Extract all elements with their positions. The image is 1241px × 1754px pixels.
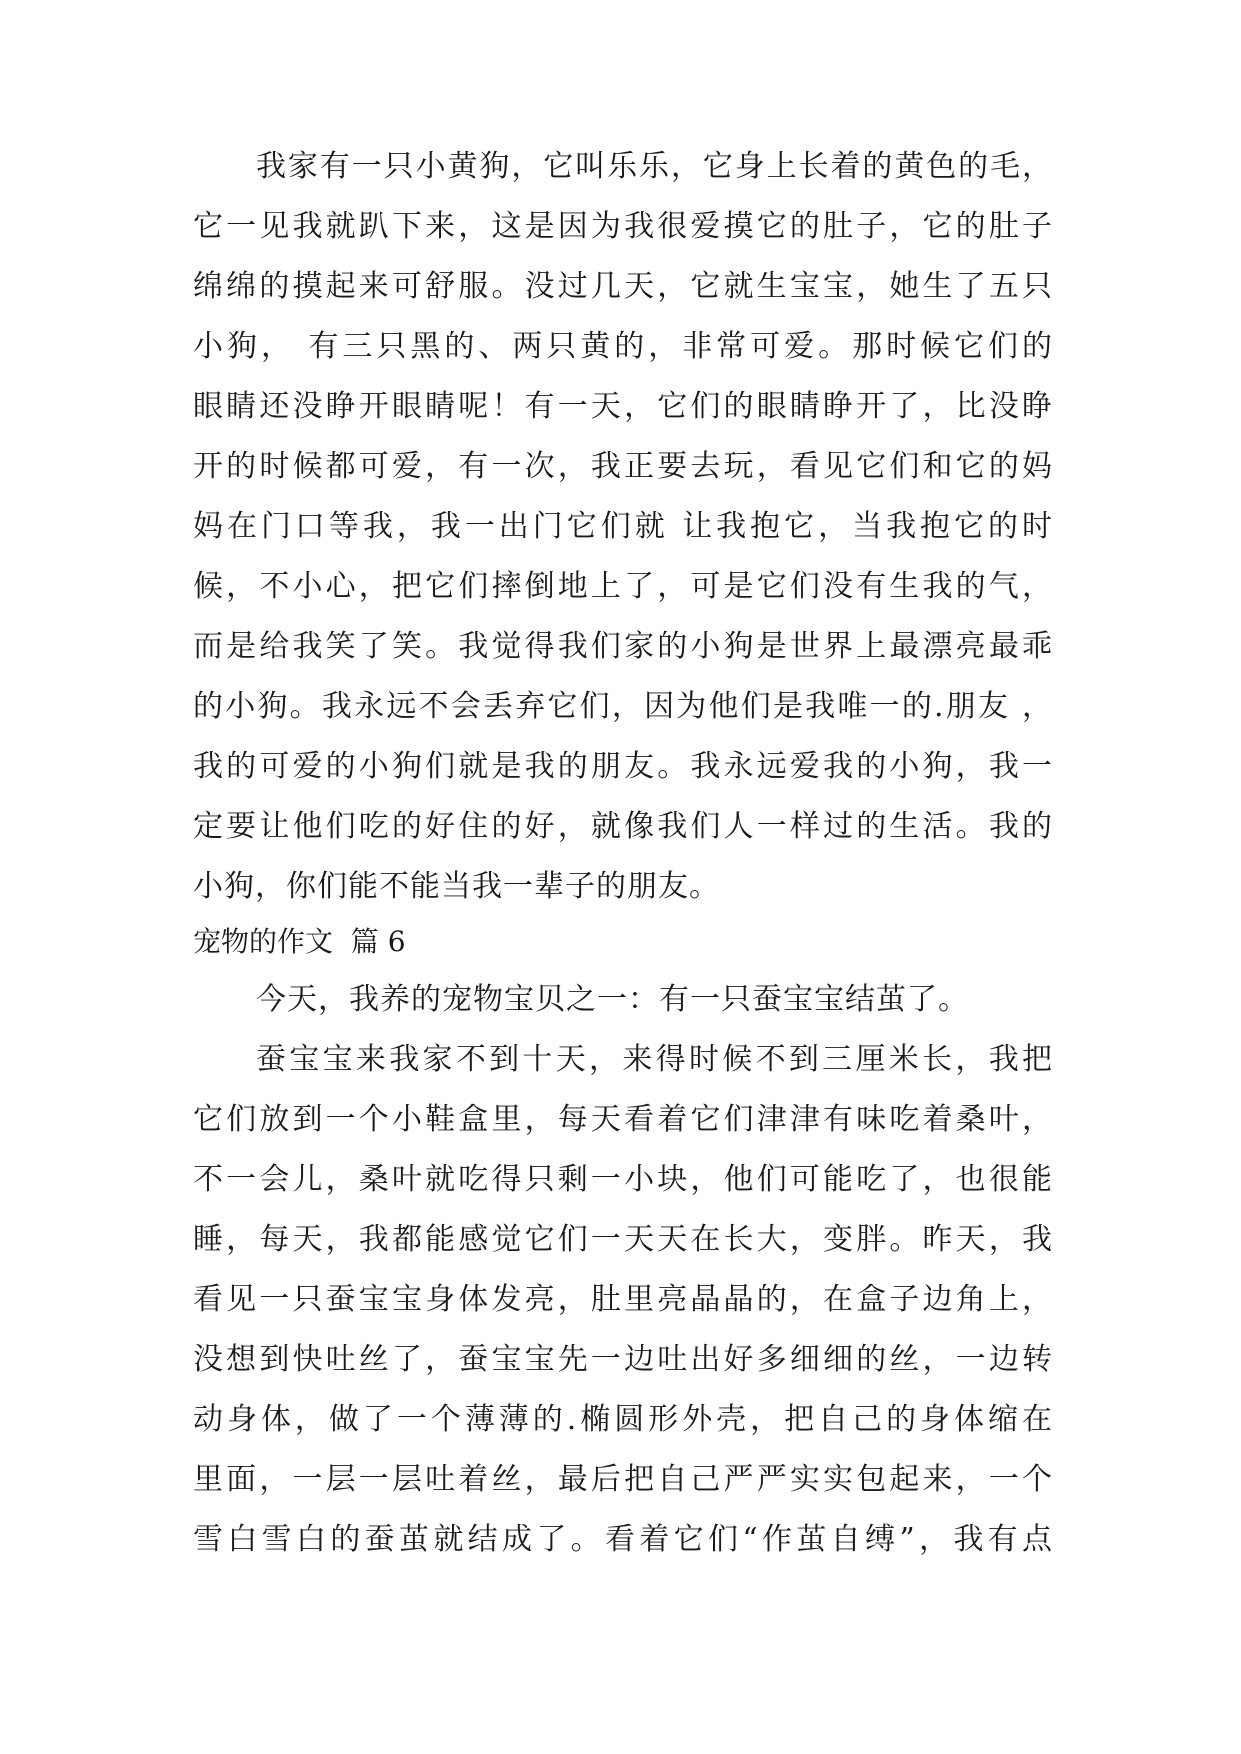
text-line: 它们放到一个小鞋盒里，每天看着它们津津有味吃着桑叶， — [193, 1102, 1053, 1137]
text-line: 动身体，做了一个薄薄的.椭圆形外壳，把自己的身体缩在 — [193, 1402, 1053, 1437]
text-line: 小狗， 有三只黑的、两只黄的，非常可爱。那时候它们的 — [193, 329, 1053, 364]
text-line: 定要让他们吃的好住的好，就像我们人一样过的生活。我的 — [193, 809, 1053, 844]
text-line: 睡，每天，我都能感觉它们一天天在长大，变胖。昨天，我 — [193, 1222, 1053, 1257]
text-line: 我家有一只小黄狗，它叫乐乐，它身上长着的黄色的毛， — [256, 149, 1053, 184]
text-line: 它一见我就趴下来，这是因为我很爱摸它的肚子，它的肚子 — [193, 209, 1053, 244]
text-line: 开的时候都可爱，有一次，我正要去玩，看见它们和它的妈 — [193, 449, 1053, 484]
text-line: 小狗，你们能不能当我一辈子的朋友。 — [193, 869, 720, 904]
text-line: 我的可爱的小狗们就是我的朋友。我永远爱我的小狗，我一 — [193, 749, 1053, 784]
section-heading: 宠物的作文 篇 6 — [193, 925, 406, 958]
text-line: 里面，一层一层吐着丝，最后把自己严严实实包起来，一个 — [193, 1462, 1053, 1497]
text-line: 妈在门口等我，我一出门它们就 让我抱它，当我抱它的时 — [193, 509, 1053, 544]
text-line: 没想到快吐丝了，蚕宝宝先一边吐出好多细细的丝，一边转 — [193, 1342, 1053, 1377]
text-line: 的小狗。我永远不会丢弃它们，因为他们是我唯一的.朋友 ， — [193, 689, 1053, 724]
text-line: 绵绵的摸起来可舒服。没过几天，它就生宝宝，她生了五只 — [193, 269, 1053, 304]
text-line: 蚕宝宝来我家不到十天，来得时候不到三厘米长，我把 — [256, 1042, 1053, 1077]
text-line: 眼睛还没睁开眼睛呢！有一天，它们的眼睛睁开了，比没睁 — [193, 389, 1053, 424]
text-line: 看见一只蚕宝宝身体发亮，肚里亮晶晶的，在盒子边角上， — [193, 1282, 1053, 1317]
text-line: 候，不小心，把它们摔倒地上了，可是它们没有生我的气， — [193, 569, 1053, 604]
text-line: 今天，我养的宠物宝贝之一：有一只蚕宝宝结茧了。 — [256, 982, 969, 1017]
text-line: 不一会儿，桑叶就吃得只剩一小块，他们可能吃了，也很能 — [193, 1162, 1053, 1197]
text-line: 雪白雪白的蚕茧就结成了。看着它们“作茧自缚”，我有点 — [193, 1522, 1053, 1557]
text-line: 而是给我笑了笑。我觉得我们家的小狗是世界上最漂亮最乖 — [193, 629, 1053, 664]
